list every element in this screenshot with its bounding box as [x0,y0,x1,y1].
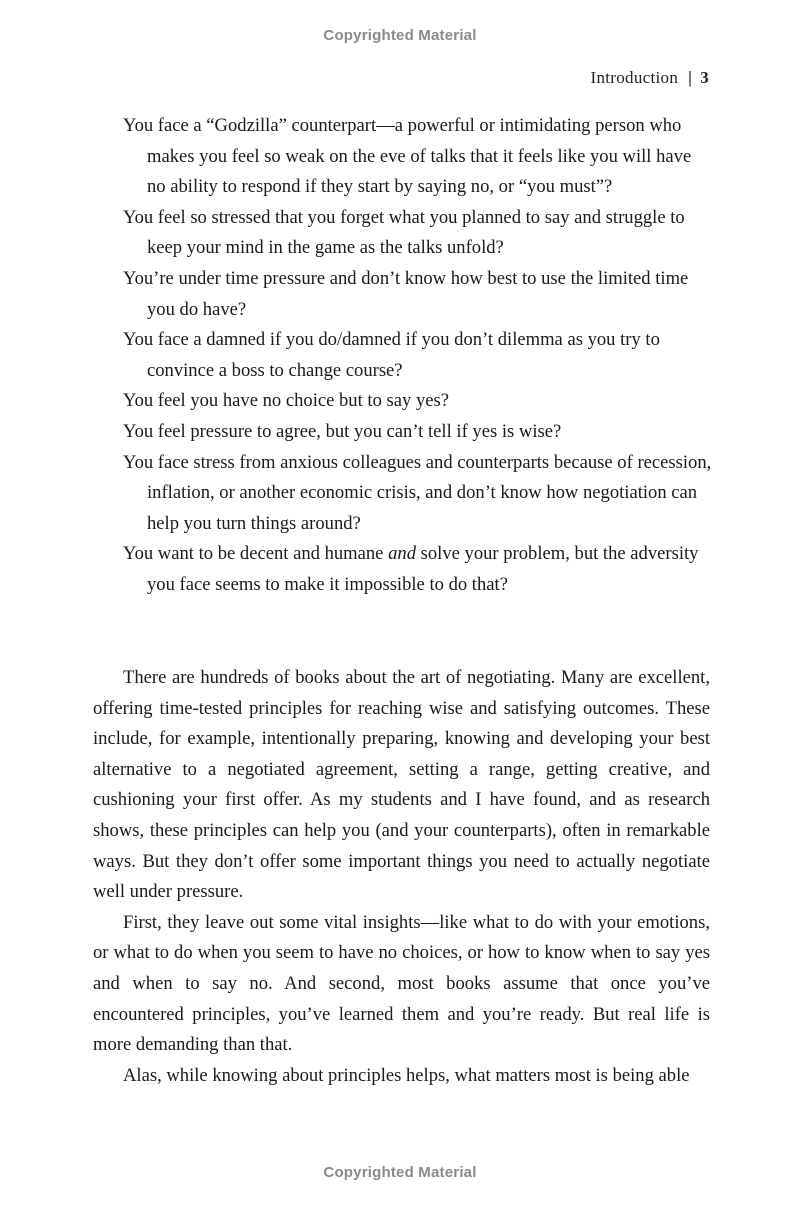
copyright-watermark-top: Copyrighted Material [323,27,477,44]
body-text [93,663,710,1091]
section-title: Introduction [590,68,679,87]
copyright-watermark-bottom: Copyrighted Material [323,1164,477,1181]
list-item: You’re under time pressure and don’t know how best to use the limited time you do have? [123,267,689,320]
header-separator: | [688,68,693,87]
page-number: 3 [700,68,709,87]
list-item: You feel so stressed that you forget what you planned to say and struggle to keep your mind in the game as the talks unfold? [123,206,685,259]
list-item [123,539,713,600]
paragraph: There are hundreds of books about the art of negotiating. Many are excellent, offering time-tested principles for reaching wise and satisfying outcomes. These include, for example, intentionally preparing, knowing and developing your best alternative to a negotiated agreement, setting a range, getting creative, and cushioning your first offer. As my students and I have found, and as research shows, these principles can help you (and your counterparts), often in remarkable ways. But they don’t offer some important things you need to actually negotiate well under pressure. [93,667,710,903]
paragraph: Alas, while knowing about principles helps, what matters most is being able [123,1064,690,1086]
paragraph: First, they leave out some vital insights—like what to do with your emotions, or what to do when you seem to have no choices, or how to know when to say yes and when to say no. And second, most books assume that once you’ve encountered principles, you’ve learned them and you’re ready. But real life is more demanding than that. [93,911,710,1056]
list-item: You feel you have no choice but to say yes? [123,390,450,412]
list-item: You feel pressure to agree, but you can’t tell if yes is wise? [123,420,562,442]
emphasis-text: and [388,543,416,565]
list-item: You face a damned if you do/damned if you don’t dilemma as you try to convince a boss to change course? [123,329,660,381]
question-list [123,111,713,601]
list-item: You face stress from anxious colleagues and counterparts because of recession, inflation, or another economic crisis, and don’t know how negotiation can help you turn things around? [123,451,712,534]
running-head [591,68,710,88]
list-item-text: solve your problem, but the adversity you face seems to make it impossible to do that? [147,543,699,595]
list-item-text: You want to be decent and humane [123,543,389,565]
list-item: You face a “Godzilla” counterpart—a powerful or intimidating person who makes you feel so weak on the eve of talks that it feels like you will have no ability to respond if they start by saying no, or “you must”? [123,115,692,198]
